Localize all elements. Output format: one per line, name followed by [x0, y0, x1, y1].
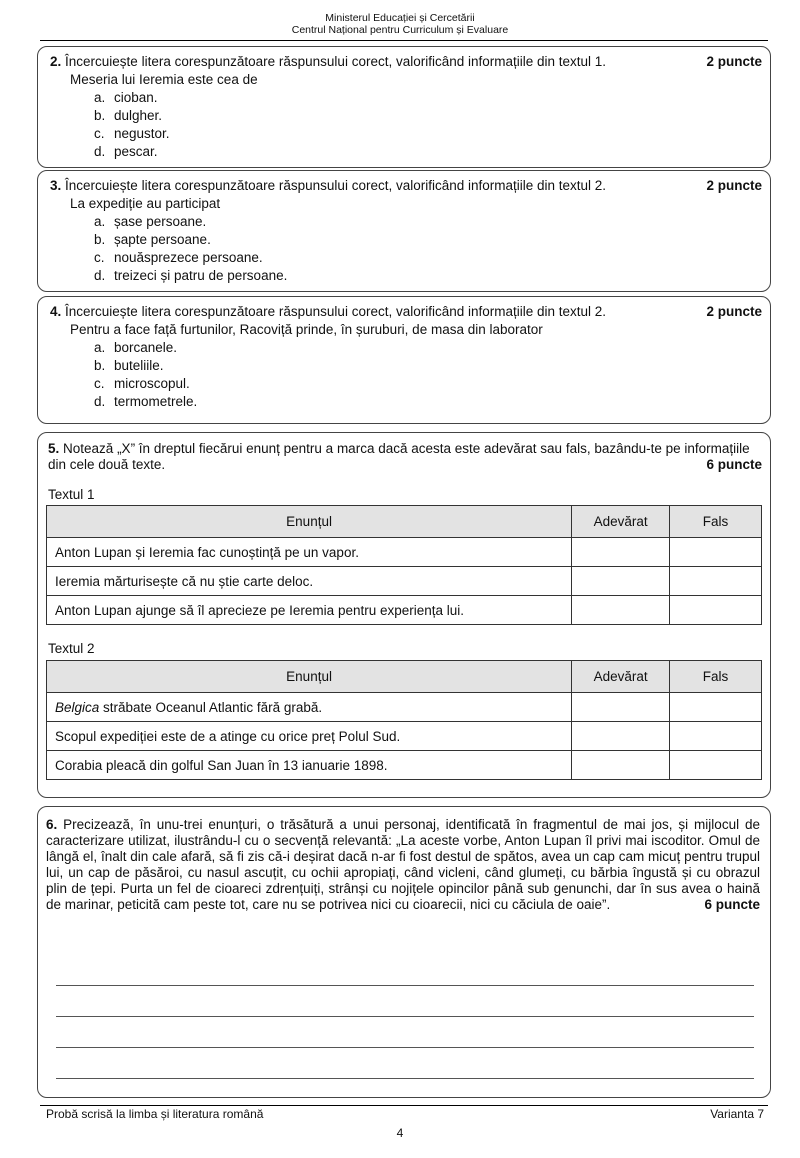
true-answer-cell[interactable]	[572, 567, 670, 596]
footer-variant: Varianta 7	[710, 1107, 764, 1121]
points-label: 2 puncte	[706, 304, 762, 319]
answer-options	[50, 339, 762, 411]
table-row	[47, 751, 762, 780]
table-row	[47, 596, 762, 625]
answer-line[interactable]	[56, 985, 754, 986]
points-label: 6 puncte	[706, 457, 762, 472]
question-6-box	[37, 806, 771, 1098]
question-number: 4.	[50, 304, 62, 319]
header-statement: Enunțul	[47, 506, 572, 538]
statement-cell: Anton Lupan și Ieremia fac cunoștință pe un vapor.	[47, 538, 572, 567]
true-answer-cell[interactable]	[572, 538, 670, 567]
table-row	[47, 567, 762, 596]
table-row	[47, 722, 762, 751]
answer-line[interactable]	[56, 1016, 754, 1017]
question-stem: Pentru a face față furtunilor, Racoviță prinde, în șuruburi, de masa din laborator	[70, 322, 543, 337]
option-d[interactable]: d. treizeci și patru de persoane.	[94, 268, 288, 283]
points-label: 2 puncte	[706, 54, 762, 69]
header-true: Adevărat	[572, 506, 670, 538]
false-answer-cell[interactable]	[670, 596, 762, 625]
question-stem: Meseria lui Ieremia este cea de	[70, 72, 258, 87]
header-true: Adevărat	[572, 661, 670, 693]
points-label: 2 puncte	[706, 178, 762, 193]
statement-cell: Scopul expediției este de a atinge cu orice preț Polul Sud.	[47, 722, 572, 751]
question-instruction: Încercuiește litera corespunzătoare răspunsului corect, valorificând informațiile din textul 2.	[65, 178, 607, 193]
statement-cell: Anton Lupan ajunge să îl aprecieze pe Ieremia pentru experiența lui.	[47, 596, 572, 625]
answer-line[interactable]	[56, 1078, 754, 1079]
option-d[interactable]: d. pescar.	[94, 144, 158, 159]
page-header	[0, 12, 800, 36]
header-divider	[40, 40, 768, 41]
text2-table	[46, 660, 762, 780]
true-answer-cell[interactable]	[572, 722, 670, 751]
option-a[interactable]: a. șase persoane.	[94, 214, 207, 229]
text1-table	[46, 505, 762, 625]
question-instruction: Încercuiește litera corespunzătoare răspunsului corect, valorificând informațiile din textul 1.	[65, 54, 607, 69]
answer-options	[50, 213, 762, 285]
question-2	[50, 53, 762, 161]
true-answer-cell[interactable]	[572, 751, 670, 780]
page-number: 4	[396, 1126, 404, 1140]
statement-cell: Corabia pleacă din golful San Juan în 13 ianuarie 1898.	[47, 751, 572, 780]
false-answer-cell[interactable]	[670, 693, 762, 722]
option-b[interactable]: b. șapte persoane.	[94, 232, 211, 247]
question-number: 5.	[48, 441, 60, 456]
footer-exam-title: Probă scrisă la limba și literatura română	[46, 1107, 264, 1121]
ship-name: Belgica	[55, 699, 100, 715]
question-5-box	[37, 432, 771, 798]
false-answer-cell[interactable]	[670, 722, 762, 751]
text1-label: Textul 1	[48, 487, 95, 502]
question-text: Precizează, în unu-trei enunțuri, o trăsătură a unui personaj, identificată în fragmentul de mai jos, și mijlocul de caracterizare utilizat, ilustrându-l cu o secvență relevantă: „La aceste vorbe, Anton Lupan îl privi mai iscoditor. Omul de lângă el, înalt din cale afară, să fi zis că-i deșirat dacă n-ar fi fost destul de spătos, avea un cap cam micuț pentru trupul lui, un cap de păsăroi, cu nasul ascuțit, cu ochii apropiați, când vicleni, când glumeți, cu bărbia îngustă și cu obrazul plin de țepi. Purta un fel de cioareci zdrențuiți, strânși cu nojițele opincilor până sub genunchi, dar în sus avea o haină de marinar, peticită cam peste tot, care nu se potrivea nici cu cioarecii, nici cu căciula de oaie”.	[46, 817, 760, 912]
question-stem: La expediție au participat	[70, 196, 221, 211]
option-c[interactable]: c. nouăsprezece persoane.	[94, 250, 263, 265]
false-answer-cell[interactable]	[670, 567, 762, 596]
statement-cell: Ieremia mărturisește că nu știe carte deloc.	[47, 567, 572, 596]
question-instruction: Încercuiește litera corespunzătoare răspunsului corect, valorificând informațiile din textul 2.	[65, 304, 607, 319]
text2-label: Textul 2	[48, 641, 95, 656]
question-3	[50, 177, 762, 285]
question-number: 3.	[50, 178, 62, 193]
option-a[interactable]: a. cioban.	[94, 90, 158, 105]
question-5	[48, 441, 762, 473]
false-answer-cell[interactable]	[670, 538, 762, 567]
header-statement: Enunțul	[47, 661, 572, 693]
table-header-row	[47, 506, 762, 538]
answer-line[interactable]	[56, 1047, 754, 1048]
question-3-box	[37, 170, 771, 292]
table-row	[47, 538, 762, 567]
header-ministry: Ministerul Educației și Cercetării	[325, 12, 475, 24]
header-false: Fals	[670, 661, 762, 693]
footer-divider	[40, 1105, 768, 1106]
option-c[interactable]: c. negustor.	[94, 126, 170, 141]
option-b[interactable]: b. buteliile.	[94, 358, 164, 373]
question-6	[46, 817, 760, 913]
false-answer-cell[interactable]	[670, 751, 762, 780]
table-row	[47, 693, 762, 722]
statement-cell: Belgica străbate Oceanul Atlantic fără grabă.	[47, 693, 572, 722]
option-a[interactable]: a. borcanele.	[94, 340, 178, 355]
question-2-box	[37, 46, 771, 168]
answer-options	[50, 89, 762, 161]
true-answer-cell[interactable]	[572, 693, 670, 722]
option-d[interactable]: d. termometrele.	[94, 394, 198, 409]
table-header-row	[47, 661, 762, 693]
question-number: 2.	[50, 54, 62, 69]
option-c[interactable]: c. microscopul.	[94, 376, 190, 391]
option-b[interactable]: b. dulgher.	[94, 108, 163, 123]
question-4	[50, 303, 762, 411]
header-false: Fals	[670, 506, 762, 538]
points-label: 6 puncte	[704, 897, 760, 912]
question-instruction: Notează „X” în dreptul fiecărui enunț pentru a marca dacă acesta este adevărat sau fals, bazându-te pe informațiile din cele două texte.	[48, 441, 750, 472]
question-4-box	[37, 296, 771, 424]
question-number: 6.	[46, 817, 58, 832]
true-answer-cell[interactable]	[572, 596, 670, 625]
header-center: Centrul Național pentru Curriculum și Evaluare	[291, 24, 509, 36]
